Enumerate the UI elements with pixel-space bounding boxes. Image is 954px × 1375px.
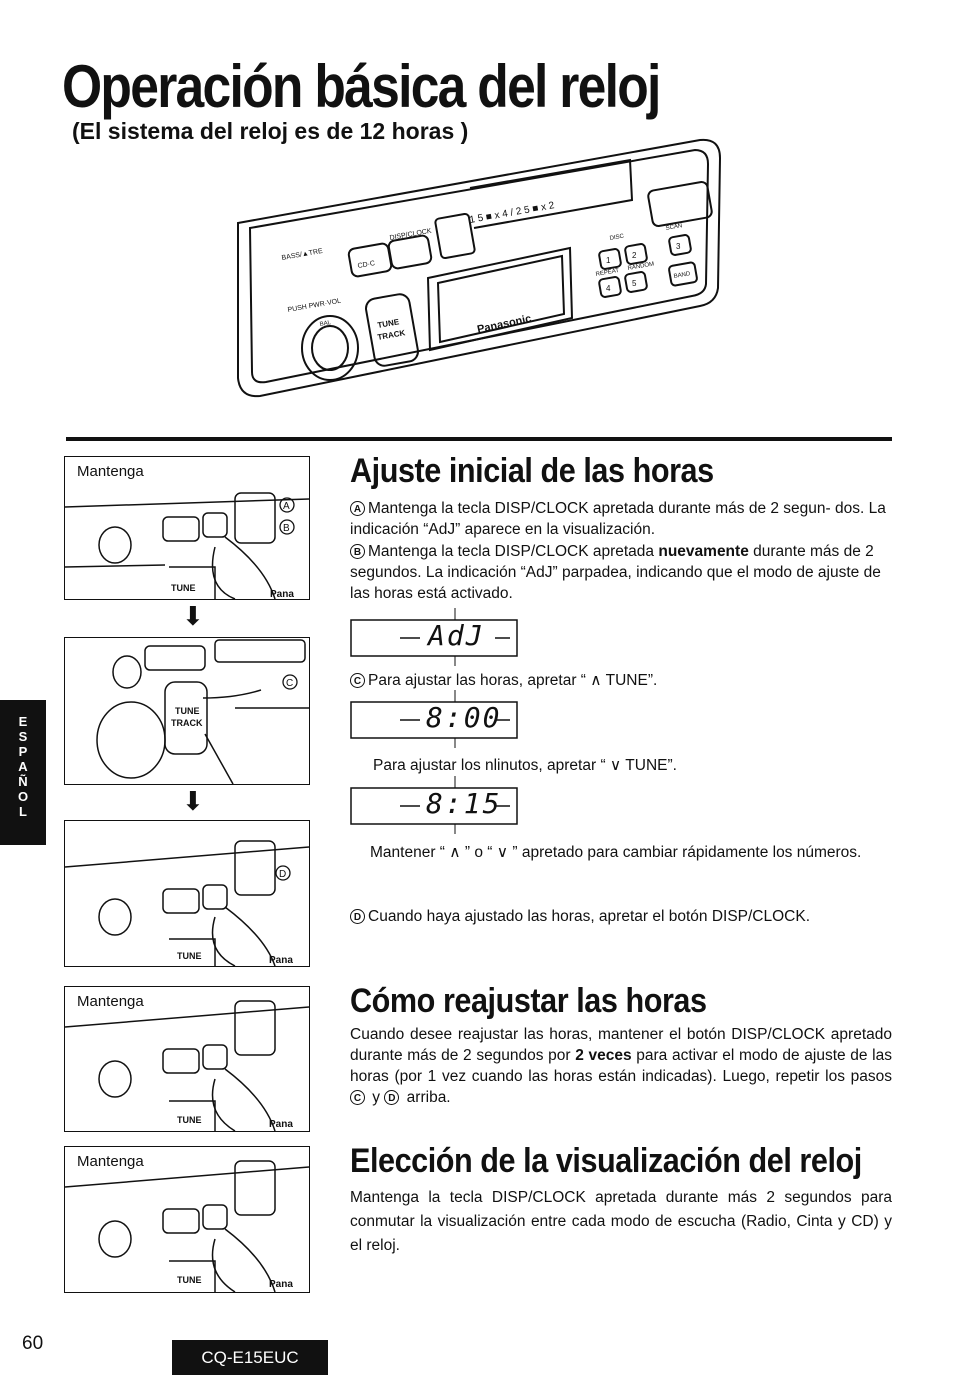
illus-tune-2: TUNE (175, 706, 200, 716)
illus-track: TRACK (171, 718, 203, 728)
model-badge: CQ-E15EUC (172, 1340, 328, 1375)
illustration-eleccion (64, 1146, 310, 1293)
illustration-reajustar (64, 986, 310, 1132)
display-adj-text: AdJ (428, 619, 485, 652)
radio-label-band: BAND (673, 271, 691, 280)
radio-label-bass: BASS/▲TRE (281, 247, 324, 262)
illus-tune-3: TUNE (177, 951, 202, 961)
radio-label-disp: DISP/CLOCK (389, 227, 433, 242)
side-letter: L (19, 804, 27, 819)
car-radio-drawing (230, 128, 730, 408)
display-815 (350, 776, 520, 834)
radio-illustration (230, 128, 730, 408)
step-d-text: Cuando haya ajustado las horas, apretar el botón DISP/CLOCK. (368, 908, 811, 925)
reajustar-text-2: para activar el modo de ajuste de las horas (por 1 vez cuando las horas están indicadas). Luego, repetir los pasos (350, 1047, 892, 1085)
down-arrow-icon: ⬇ (182, 601, 204, 631)
step-b-text-bold: nuevamente (658, 543, 749, 560)
illus-tune: TUNE (171, 583, 196, 593)
radio-tape-label: 1 5 ■ x 4 / 2 5 ■ x 2 (468, 200, 556, 226)
radio-preset-5: 5 (632, 279, 637, 288)
illustration-step-d (64, 820, 310, 967)
step-c-marker: C (350, 673, 365, 688)
radio-label-repeat: REPEAT (595, 267, 620, 278)
radio-label-bal: BAL (319, 320, 332, 328)
step-b-marker: B (350, 544, 365, 559)
illus-tune-5: TUNE (177, 1275, 202, 1285)
side-letter: S (18, 729, 28, 744)
down-arrow-icon: ⬇ (182, 786, 204, 816)
marker-b: B (283, 523, 290, 534)
reajustar-text (350, 1024, 892, 1108)
illus-brand: Pana (270, 589, 294, 599)
marker-d: D (279, 869, 287, 880)
hold-instruction: Mantener “ ∧ ” o “ ∨ ” apretado para cambiar rápidamente los números. (370, 844, 862, 861)
display-800-text: 8:00 (426, 701, 502, 734)
display-adj (350, 608, 520, 666)
page-number: 60 (22, 1333, 44, 1354)
step-b-text-2: durante más de 2 segundos. La indicación “AdJ” parpadea, indicando que el modo de ajuste de las horas está activado. (350, 543, 881, 602)
reajustar-marker-c: C (350, 1090, 365, 1105)
illustration-step-ab (64, 456, 310, 600)
radio-preset-3: 3 (676, 242, 681, 251)
hand-tune-drawing (65, 638, 309, 784)
side-letter: P (18, 744, 28, 759)
display-815-text: 8:15 (426, 787, 502, 820)
step-b-text-1: Mantenga la tecla DISP/CLOCK apretada (368, 543, 659, 560)
step-c (350, 670, 892, 691)
display-800 (350, 690, 520, 748)
side-letter: A (18, 759, 28, 774)
radio-label-random: RANDOM (627, 261, 655, 272)
hand-disp-drawing (65, 821, 309, 966)
language-side-tab (0, 700, 46, 845)
step-d-marker: D (350, 909, 365, 924)
side-letter: O (17, 789, 29, 804)
section-title-ajuste: Ajuste inicial de las horas (350, 452, 714, 490)
radio-label-disc: DISC (609, 233, 625, 242)
hold-label: Mantenga (77, 1153, 144, 1170)
radio-label-cdc: CD·C (357, 260, 376, 270)
illus-brand-3: Pana (269, 1119, 293, 1130)
radio-preset-1: 1 (606, 256, 611, 265)
section-title-eleccion: Elección de la visualización del reloj (350, 1142, 862, 1180)
minutes-instruction: Para ajustar los nlinutos, apretar “ ∨ TUNE”. (373, 757, 677, 774)
marker-a: A (283, 501, 290, 512)
radio-label-scan: SCAN (665, 223, 683, 232)
reajustar-text-1: Cuando desee reajustar las horas, mantener el botón DISP/CLOCK apretado durante más de 2 segundos por (350, 1026, 892, 1064)
radio-label-pwr: PUSH PWR·VOL (287, 297, 342, 314)
page-title: Operación básica del reloj (62, 53, 660, 120)
step-d (350, 906, 892, 927)
hold-label: Mantenga (77, 463, 144, 480)
illus-tune-4: TUNE (177, 1115, 202, 1125)
side-letter: Ñ (18, 774, 28, 789)
reajustar-marker-d: D (384, 1090, 399, 1105)
step-b (350, 541, 892, 604)
step-a-text: Mantenga la tecla DISP/CLOCK apretada durante más de 2 segun- dos. La indicación “AdJ” aparece en la visualización. (350, 500, 886, 538)
section-title-reajustar: Cómo reajustar las horas (350, 982, 707, 1020)
section-divider (66, 437, 892, 441)
step-a (350, 498, 892, 540)
illus-brand-2: Pana (269, 955, 293, 966)
page-subtitle: (El sistema del reloj es de 12 horas ) (72, 118, 469, 144)
radio-preset-4: 4 (606, 284, 611, 293)
illus-brand-4: Pana (269, 1279, 293, 1290)
radio-label-track: TRACK (376, 328, 406, 342)
step-a-marker: A (350, 501, 365, 516)
radio-preset-2: 2 (632, 251, 637, 260)
eleccion-text: Mantenga la tecla DISP/CLOCK apretada durante más 2 segundos para conmutar la visualización entre cada modo de escucha (Radio, Cinta y CD) y el reloj. (350, 1189, 892, 1254)
side-letter: E (18, 714, 28, 729)
radio-label-tune: TUNE (376, 317, 400, 330)
marker-c: C (286, 678, 294, 689)
illustration-step-c (64, 637, 310, 785)
hold-label: Mantenga (77, 993, 144, 1010)
reajustar-text-y: y (368, 1089, 385, 1106)
radio-brand: Panasonic (476, 312, 533, 336)
reajustar-text-bold: 2 veces (575, 1047, 632, 1064)
step-c-text: Para ajustar las horas, apretar “ ∧ TUNE”. (368, 672, 658, 689)
reajustar-text-3: arriba. (402, 1089, 451, 1106)
